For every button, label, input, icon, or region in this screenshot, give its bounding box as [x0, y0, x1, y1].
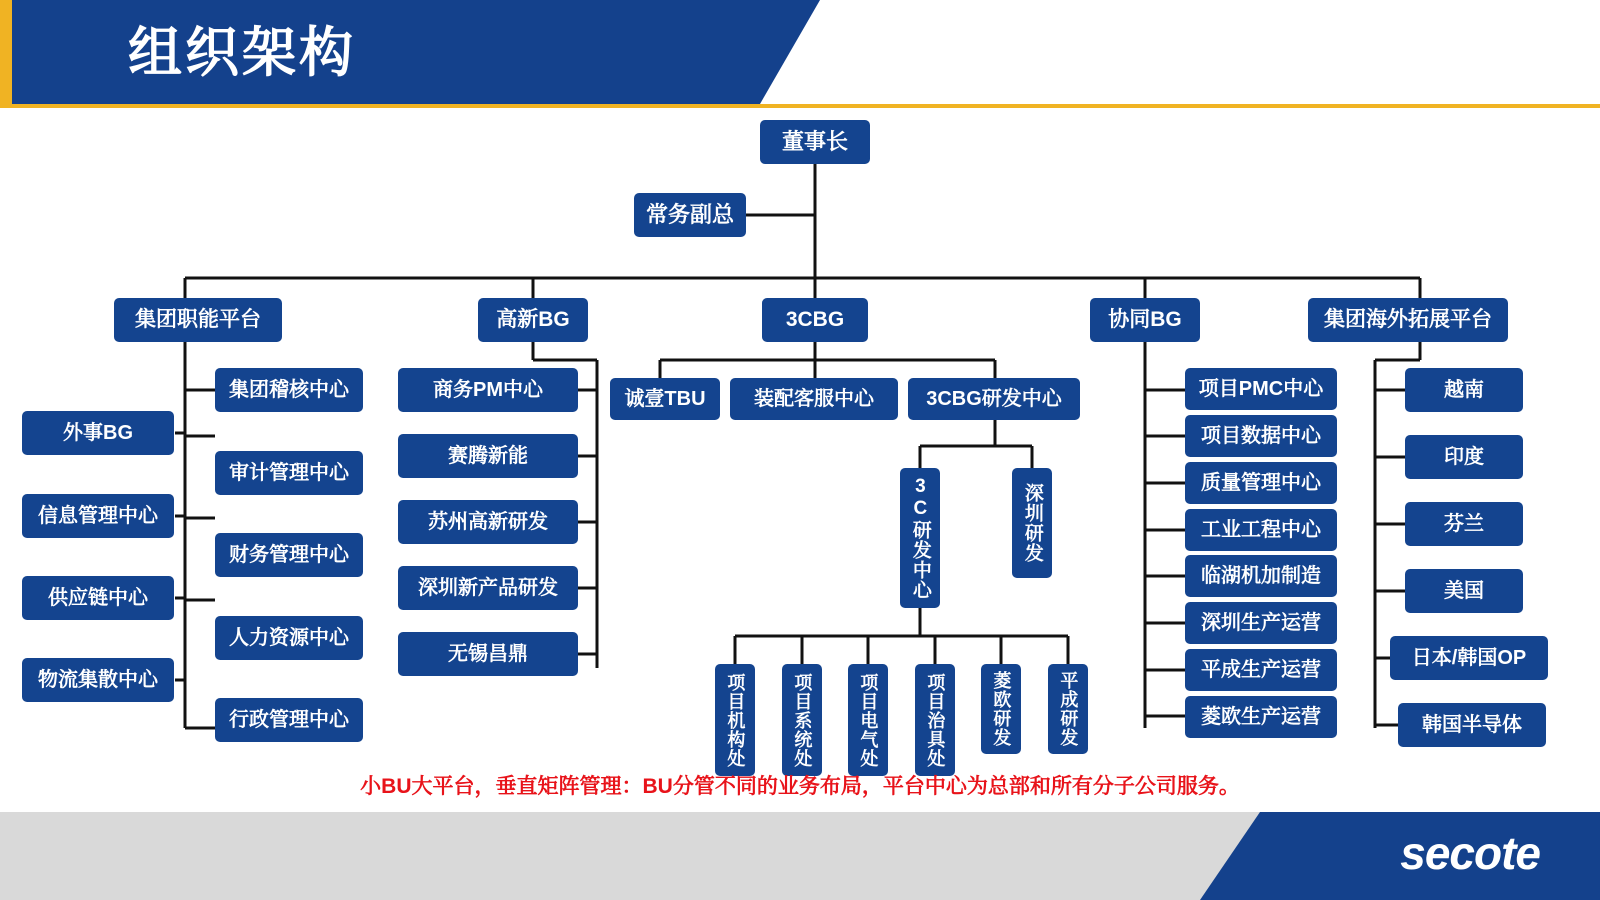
- node-project-data-center[interactable]: 项目数据中心: [1185, 415, 1337, 457]
- node-industrial-engineering-center[interactable]: 工业工程中心: [1185, 509, 1337, 551]
- node-chengyi-tbu[interactable]: 诚壹TBU: [610, 378, 720, 420]
- node-linhu-machining[interactable]: 临湖机加制造: [1185, 555, 1337, 597]
- node-vice-president[interactable]: 常务副总: [634, 193, 746, 237]
- node-shenzhen-new-product-rd[interactable]: 深圳新产品研发: [398, 566, 578, 610]
- node-suzhou-hightech-rd[interactable]: 苏州高新研发: [398, 500, 578, 544]
- node-supply-chain-center[interactable]: 供应链中心: [22, 576, 174, 620]
- node-project-fixture-dept[interactable]: 项目治具处: [915, 664, 955, 776]
- node-quality-management-center[interactable]: 质量管理中心: [1185, 462, 1337, 504]
- node-group-function-platform[interactable]: 集团职能平台: [114, 298, 282, 342]
- footnote-text: 小BU大平台，垂直矩阵管理：BU分管不同的业务布局，平台中心为总部和所有分子公司服务。: [360, 775, 1240, 798]
- node-information-management-center[interactable]: 信息管理中心: [22, 494, 174, 538]
- node-project-pmc-center[interactable]: 项目PMC中心: [1185, 368, 1337, 410]
- org-chart: [0, 108, 1600, 788]
- header-accent-stripe: [0, 0, 12, 104]
- node-usa[interactable]: 美国: [1405, 569, 1523, 613]
- node-xietong-bg[interactable]: 协同BG: [1090, 298, 1200, 342]
- node-lingou-production[interactable]: 菱欧生产运营: [1185, 696, 1337, 738]
- node-logistics-center[interactable]: 物流集散中心: [22, 658, 174, 702]
- node-assembly-service-center[interactable]: 装配客服中心: [730, 378, 898, 420]
- company-logo: secote: [1400, 827, 1540, 879]
- node-shenzhen-production[interactable]: 深圳生产运营: [1185, 602, 1337, 644]
- node-shenzhen-rd[interactable]: 深圳研发: [1012, 468, 1052, 578]
- node-project-system-dept[interactable]: 项目系统处: [782, 664, 822, 776]
- node-audit-management-center[interactable]: 审计管理中心: [215, 451, 363, 495]
- node-japan-korea-op[interactable]: 日本/韩国OP: [1390, 636, 1548, 680]
- page-title: 组织架构: [128, 23, 356, 83]
- node-india[interactable]: 印度: [1405, 435, 1523, 479]
- node-3cbg-rd-center[interactable]: 3CBG研发中心: [908, 378, 1080, 420]
- node-pingcheng-rd[interactable]: 平成研发: [1048, 664, 1088, 754]
- node-human-resources-center[interactable]: 人力资源中心: [215, 616, 363, 660]
- node-project-electrical-dept[interactable]: 项目电气处: [848, 664, 888, 776]
- node-hightech-bg[interactable]: 高新BG: [478, 298, 588, 342]
- node-vietnam[interactable]: 越南: [1405, 368, 1523, 412]
- node-overseas-platform[interactable]: 集团海外拓展平台: [1308, 298, 1508, 342]
- node-saiteng-new-energy[interactable]: 赛腾新能: [398, 434, 578, 478]
- node-chairman[interactable]: 董事长: [760, 120, 870, 164]
- node-3c-rd-center[interactable]: 3C研发中心: [900, 468, 940, 608]
- node-finland[interactable]: 芬兰: [1405, 502, 1523, 546]
- node-3cbg[interactable]: 3CBG: [762, 298, 868, 342]
- node-wuxi-changding[interactable]: 无锡昌鼎: [398, 632, 578, 676]
- node-foreign-affairs-bg[interactable]: 外事BG: [22, 411, 174, 455]
- node-business-pm-center[interactable]: 商务PM中心: [398, 368, 578, 412]
- node-group-audit-center[interactable]: 集团稽核中心: [215, 368, 363, 412]
- node-korea-semiconductor[interactable]: 韩国半导体: [1398, 703, 1546, 747]
- header-banner: [0, 0, 820, 104]
- node-lingou-rd[interactable]: 菱欧研发: [981, 664, 1021, 754]
- node-administration-center[interactable]: 行政管理中心: [215, 698, 363, 742]
- node-finance-management-center[interactable]: 财务管理中心: [215, 533, 363, 577]
- node-pingcheng-production[interactable]: 平成生产运营: [1185, 649, 1337, 691]
- node-project-mechanism-dept[interactable]: 项目机构处: [715, 664, 755, 776]
